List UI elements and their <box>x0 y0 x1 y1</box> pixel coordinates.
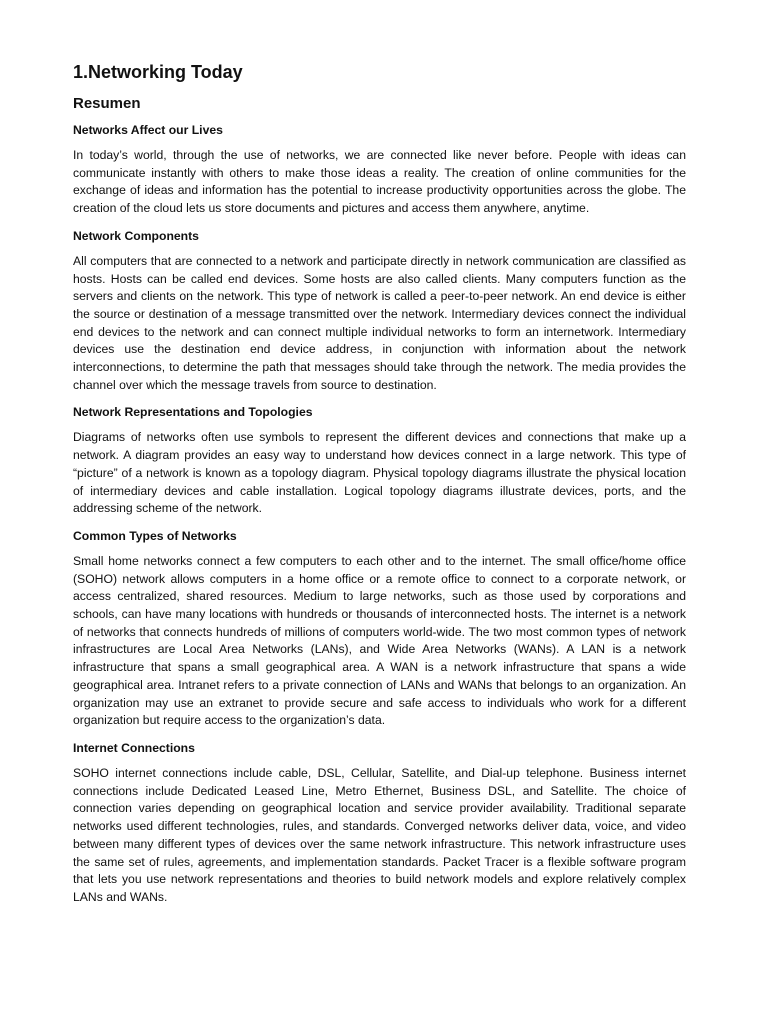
section-heading: Network Representations and Topologies <box>73 405 313 420</box>
document-title: 1.Networking Today <box>73 62 243 82</box>
section-paragraph: All computers that are connected to a network and participate directly in network communication are classified as hosts. Hosts can be called end devices. Some hosts are also called clients. Many computers function as the servers and clients on the network. This type of network is called a peer-to-peer network. An end device is either the source or destination of a message transmitted over the network. Intermediary devices connect the individual end devices to the network and can connect multiple individual networks to form an internetwork. Intermediary devices use the destination end device address, in conjunction with information about the network interconnections, to determine the path that messages should take through the network. The media provides the channel over which the message travels from source to destination. <box>73 253 686 392</box>
document-subtitle: Resumen <box>73 95 141 112</box>
section-network-components <box>73 228 686 395</box>
section-common-types-of-networks <box>73 528 686 730</box>
section-internet-connections <box>73 740 686 907</box>
section-paragraph: Diagrams of networks often use symbols to represent the different devices and connections that make up a network. A diagram provides an easy way to understand how devices connect in a large network. This type of “picture” of a network is known as a topology diagram. Physical topology diagrams illustrate the physical location of intermediary devices and cable installation. Logical topology diagrams illustrate devices, ports, and the addressing scheme of the network. <box>73 430 686 516</box>
document-page <box>73 60 686 917</box>
section-paragraph: In today’s world, through the use of networks, we are connected like never before. People with ideas can communicate instantly with others to make those ideas a reality. The creation of online communities for the exchange of ideas and information has the potential to increase productivity opportunities across the globe. The creation of the cloud lets us store documents and pictures and access them anywhere, anytime. <box>73 148 686 216</box>
section-heading: Network Components <box>73 228 199 243</box>
section-network-representations-and-topologies <box>73 404 686 518</box>
section-heading: Networks Affect our Lives <box>73 123 223 137</box>
section-heading: Common Types of Networks <box>73 528 237 543</box>
section-paragraph: Small home networks connect a few computers to each other and to the internet. The small office/home office (SOHO) network allows computers in a home office or a remote office to connect to a corporate network, or access centralized, shared resources. Medium to large networks, such as those used by corporations and schools, can have many locations with hundreds or thousands of interconnected hosts. The internet is a network of networks that connects hundreds of millions of computers world-wide. The two most common types of network infrastructures are Local Area Networks (LANs), and Wide Area Networks (WANs). A LAN is a network infrastructure that spans a small geographical area. A WAN is a network infrastructure that spans a wide geographical area. Intranet refers to a private connection of LANs and WANs that belongs to an organization. An organization may use an extranet to provide secure and safe access to individuals who work for a different organization but require access to the organization’s data. <box>73 553 686 728</box>
section-paragraph: SOHO internet connections include cable, DSL, Cellular, Satellite, and Dial-up telephone. Business internet connections include Dedicated Leased Line, Metro Ethernet, Business DSL, and Satellite. The choice of connection varies depending on geographical location and service provider availability. Traditional separate networks used different technologies, rules, and standards. Converged networks deliver data, voice, and video between many different types of devices over the same network infrastructure. This network infrastructure uses the same set of rules, agreements, and implementation standards. Packet Tracer is a flexible software program that lets you use network representations and theories to build network models and explore relatively complex LANs and WANs. <box>73 765 686 904</box>
section-networks-affect-our-lives <box>73 122 686 218</box>
section-heading: Internet Connections <box>73 740 195 755</box>
